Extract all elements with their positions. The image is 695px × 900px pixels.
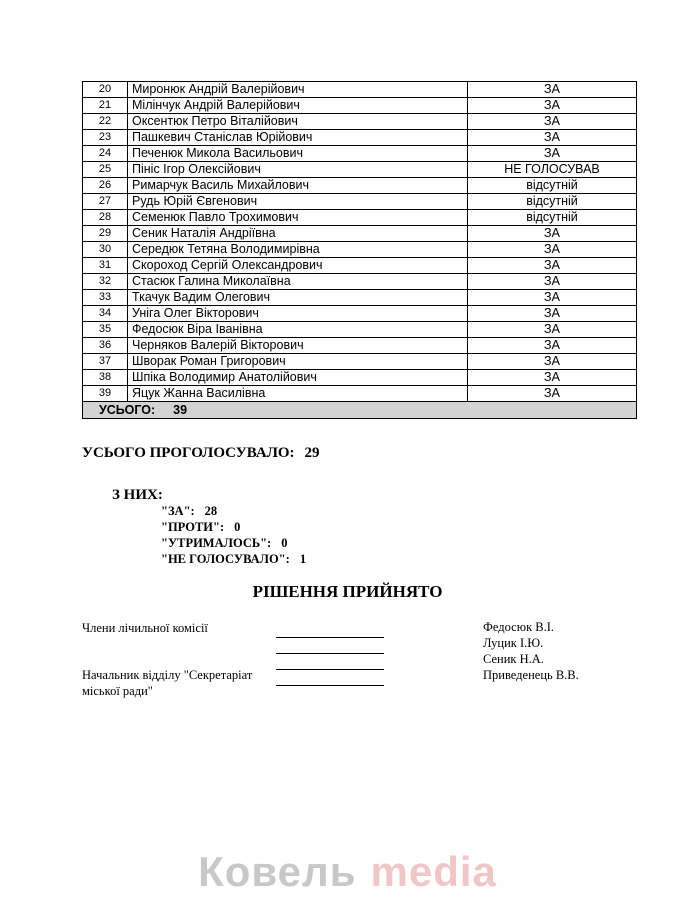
row-number: 39 — [83, 386, 128, 402]
row-number: 30 — [83, 242, 128, 258]
deputy-name: Шворак Роман Григорович — [128, 354, 468, 370]
of-them-label: З НИХ: — [112, 487, 163, 503]
row-number: 31 — [83, 258, 128, 274]
vote-result: ЗА — [468, 274, 637, 290]
count-for — [161, 503, 306, 519]
vote-result: ЗА — [468, 258, 637, 274]
total-value: 39 — [173, 402, 188, 417]
table-row — [83, 258, 637, 274]
table-row — [83, 226, 637, 242]
signatory-name: Луцик І.Ю. — [483, 636, 544, 650]
table-row — [83, 82, 637, 98]
voted-value: 29 — [304, 445, 320, 461]
row-number: 24 — [83, 146, 128, 162]
deputy-name: Шпіка Володимир Анатолійович — [128, 370, 468, 386]
count-value: 28 — [204, 504, 218, 518]
row-number: 34 — [83, 306, 128, 322]
row-number: 27 — [83, 194, 128, 210]
voted-label: УСЬОГО ПРОГОЛОСУВАЛО: — [82, 445, 295, 461]
signatory-name: Федосюк В.І. — [483, 620, 555, 634]
row-number: 35 — [83, 322, 128, 338]
table-row — [83, 210, 637, 226]
row-number: 21 — [83, 98, 128, 114]
deputy-name: Семенюк Павло Трохимович — [128, 210, 468, 226]
table-total-cell — [83, 402, 637, 419]
count-label: "УТРИМАЛОСЬ": — [161, 536, 272, 550]
deputy-name: Мілінчук Андрій Валерійович — [128, 98, 468, 114]
table-row — [83, 274, 637, 290]
vote-result: ЗА — [468, 322, 637, 338]
deputy-name: Пашкевич Станіслав Юрійович — [128, 130, 468, 146]
count-label: "ПРОТИ": — [161, 520, 225, 534]
row-number: 28 — [83, 210, 128, 226]
deputy-name: Федосюк Віра Іванівна — [128, 322, 468, 338]
count-value: 0 — [281, 536, 288, 550]
deputy-name: Рудь Юрій Євгенович — [128, 194, 468, 210]
signature-line — [276, 654, 384, 670]
vote-result: відсутній — [468, 194, 637, 210]
row-number: 22 — [83, 114, 128, 130]
watermark-logo — [0, 848, 695, 896]
vote-result: ЗА — [468, 338, 637, 354]
vote-result: ЗА — [468, 386, 637, 402]
vote-result: ЗА — [468, 370, 637, 386]
table-row — [83, 178, 637, 194]
table-row — [83, 194, 637, 210]
row-number: 38 — [83, 370, 128, 386]
deputy-name: Уніга Олег Вікторович — [128, 306, 468, 322]
count-not-voted — [161, 551, 306, 567]
vote-result: НЕ ГОЛОСУВАВ — [468, 162, 637, 178]
commission-label: Члени лічильної комісії — [82, 621, 208, 635]
signature-line — [276, 670, 384, 686]
total-label: УСЬОГО: — [99, 402, 156, 417]
row-number: 23 — [83, 130, 128, 146]
deputy-name: Середюк Тетяна Володимирівна — [128, 242, 468, 258]
table-row — [83, 386, 637, 402]
vote-counts — [161, 503, 306, 567]
table-row — [83, 98, 637, 114]
watermark-part2: media — [370, 848, 497, 895]
table-row — [83, 354, 637, 370]
deputy-name: Пініс Ігор Олексійович — [128, 162, 468, 178]
table-row — [83, 306, 637, 322]
count-abstained — [161, 535, 306, 551]
table-total-row — [83, 402, 637, 419]
count-value: 1 — [299, 552, 307, 566]
signature-line — [276, 622, 384, 638]
table-row — [83, 130, 637, 146]
vote-result: ЗА — [468, 290, 637, 306]
vote-result: ЗА — [468, 226, 637, 242]
row-number: 20 — [83, 82, 128, 98]
deputy-name: Стасюк Галина Миколаївна — [128, 274, 468, 290]
row-number: 29 — [83, 226, 128, 242]
vote-result: ЗА — [468, 306, 637, 322]
signature-line — [276, 638, 384, 654]
table-row — [83, 338, 637, 354]
deputy-name: Римарчук Василь Михайлович — [128, 178, 468, 194]
signatory-name: Приведенець В.В. — [483, 668, 579, 682]
vote-result: ЗА — [468, 354, 637, 370]
vote-result: ЗА — [468, 242, 637, 258]
row-number: 26 — [83, 178, 128, 194]
deputy-name: Ткачук Вадим Олегович — [128, 290, 468, 306]
row-number: 33 — [83, 290, 128, 306]
table-row — [83, 290, 637, 306]
signatory-names — [483, 619, 579, 683]
count-against — [161, 519, 306, 535]
table-row — [83, 242, 637, 258]
deputy-name: Печенюк Микола Васильович — [128, 146, 468, 162]
voted-summary — [82, 445, 320, 462]
row-number: 32 — [83, 274, 128, 290]
vote-result: відсутній — [468, 210, 637, 226]
count-label: "НЕ ГОЛОСУВАЛО": — [161, 552, 290, 566]
signatory-name: Сеник Н.А. — [483, 652, 544, 666]
count-value: 0 — [234, 520, 241, 534]
vote-rows — [83, 82, 637, 402]
vote-result: ЗА — [468, 146, 637, 162]
signature-lines — [276, 622, 384, 686]
row-number: 36 — [83, 338, 128, 354]
vote-result: ЗА — [468, 82, 637, 98]
table-row — [83, 114, 637, 130]
deputy-name: Скороход Сергій Олександрович — [128, 258, 468, 274]
vote-results-table — [82, 81, 637, 419]
vote-result: ЗА — [468, 98, 637, 114]
table-row — [83, 146, 637, 162]
table-row — [83, 322, 637, 338]
vote-result: ЗА — [468, 114, 637, 130]
vote-result: відсутній — [468, 178, 637, 194]
watermark-part1: Ковель — [198, 848, 357, 895]
count-label: "ЗА": — [161, 504, 195, 518]
deputy-name: Яцук Жанна Василівна — [128, 386, 468, 402]
head-label: Начальник відділу "Секретаріат міської ради" — [82, 668, 253, 698]
row-number: 25 — [83, 162, 128, 178]
deputy-name: Миронюк Андрій Валерійович — [128, 82, 468, 98]
deputy-name: Сеник Наталія Андріївна — [128, 226, 468, 242]
vote-result: ЗА — [468, 130, 637, 146]
deputy-name: Оксентюк Петро Віталійович — [128, 114, 468, 130]
deputy-name: Черняков Валерій Вікторович — [128, 338, 468, 354]
table-row — [83, 370, 637, 386]
decision-heading: РІШЕННЯ ПРИЙНЯТО — [252, 582, 443, 601]
table-row — [83, 162, 637, 178]
row-number: 37 — [83, 354, 128, 370]
